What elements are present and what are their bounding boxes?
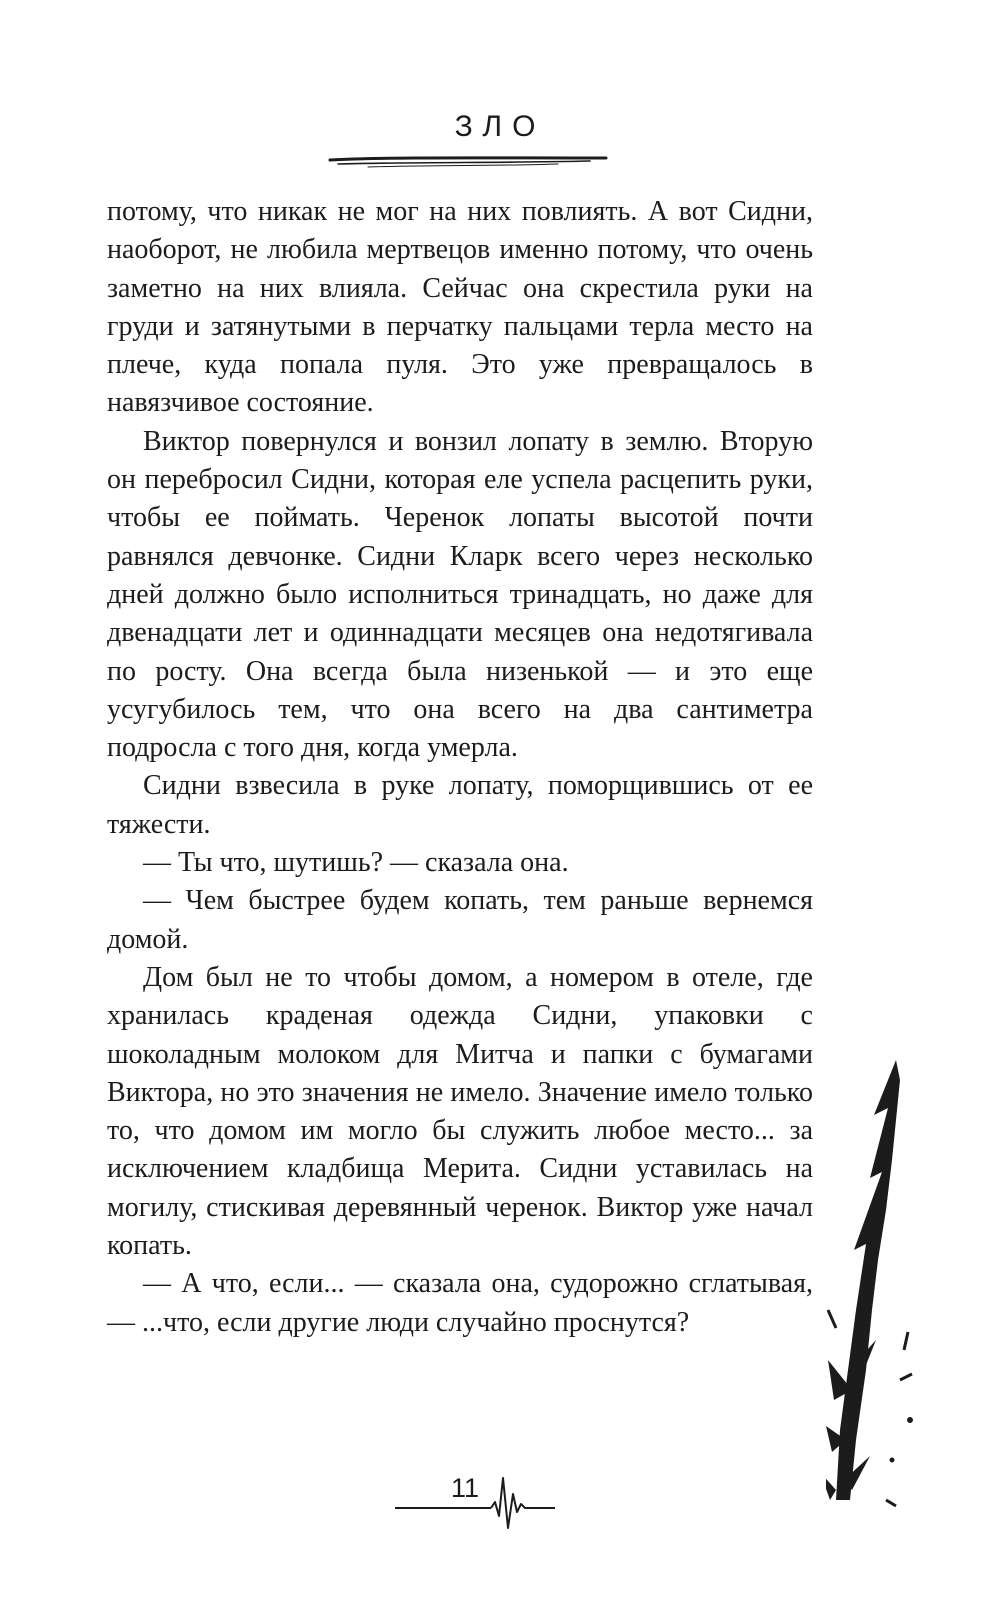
dialogue-line: — Ты что, шутишь? — сказала она.	[143, 847, 569, 879]
paragraph: потому, что никак не мог на них повлиять. А вот Сидни, наоборот, не любила мертвецов именно потому, что очень заметно на них влияла. Сейчас она скрестила руки на груди и затянутыми в перчатку пальцами терла место на плече, куда попала пуля. Это уже превращалось в навязчивое состояние.	[107, 196, 813, 419]
header-rule	[328, 154, 610, 170]
dialogue-line: — Чем быстрее будем копать, тем раньше вернемся домой.	[107, 885, 813, 955]
dead-branch-ornament	[826, 1060, 946, 1520]
dialogue-line: — А что, если... — сказала она, судорожно сглатывая, — ...что, если другие люди случайно проснутся?	[107, 1268, 813, 1338]
page-body-text	[107, 193, 813, 1342]
paragraph: Виктор повернулся и вонзил лопату в землю. Вторую он перебросил Сидни, которая еле успела расцепить руки, чтобы ее поймать. Черенок лопаты высотой почти равнялся девчонке. Сидни Кларк всего через несколько дней должно было исполниться тринадцать, но даже для двенадцати лет и одиннадцати месяцев она недотягивала по росту. Она всегда была низенькой — и это еще усугубилось тем, что она всего на два сантиметра подросла с того дня, когда умерла.	[107, 425, 813, 764]
paragraph: Дом был не то чтобы домом, а номером в отеле, где хранилась краденая одежда Сидни, упаковки с шоколадным молоком для Митча и папки с бумагами Виктора, но это значения не имело. Значение имело только то, что домом им могло бы служить любое место... за исключением кладбища Мерита. Сидни уставилась на могилу, стискивая деревянный черенок. Виктор уже начал копать.	[107, 961, 813, 1262]
paragraph: Сидни взвесила в руке лопату, поморщившись от ее тяжести.	[107, 770, 813, 840]
running-title: ЗЛО	[454, 110, 546, 143]
page-number: 11	[450, 1473, 480, 1503]
